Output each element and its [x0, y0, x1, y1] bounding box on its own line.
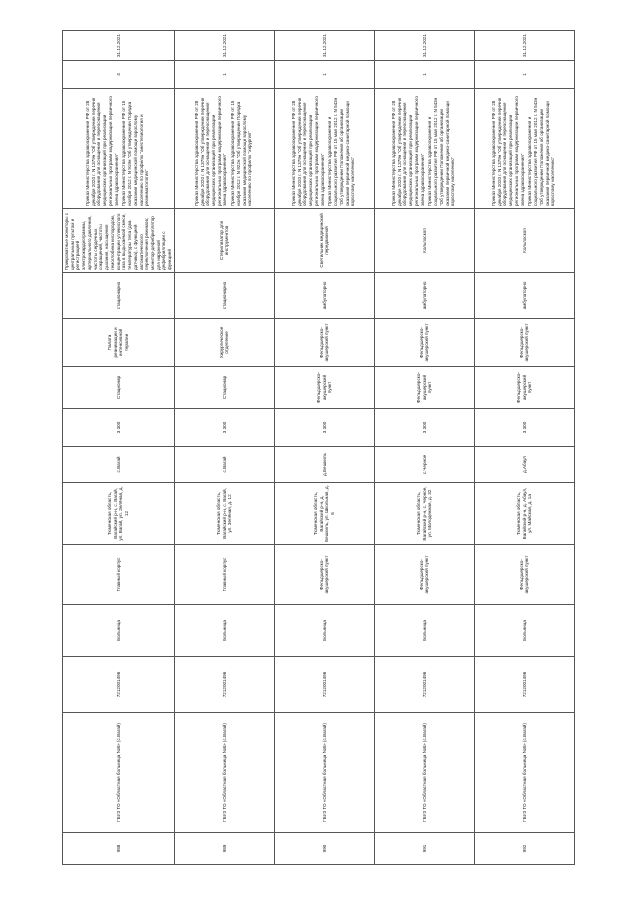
- care-condition-cell: амбулаторно: [474, 273, 574, 319]
- address-cell: Тюменская область, Вагайский р-н, д. Бешкиль, ул. Школьная, д. 6: [274, 483, 374, 545]
- equipment-register-table: [62, 30, 575, 865]
- order-line: Приказ Министерства здравоохранения РФ от 28 декабря 2020 г. N 1379н "Об утверждении перечня оборудования для оснащения и переоснащения медицинских организаций при реализации региональных программ модернизации первичного звена здравоохранения": [490, 96, 525, 206]
- order-cell: [474, 89, 574, 209]
- address-cell: Тюменская область, Вагайский р-н, с. Вагай, ул. Зелёная, д. 12: [174, 483, 274, 545]
- order-cell: [63, 89, 175, 209]
- order-cell: [374, 89, 474, 209]
- address-cell: Тюменская область, Вагайский р-н, д. Абаул, ул. Майская, д. 1а: [474, 483, 574, 545]
- rotated-table-container: [62, 31, 556, 865]
- order-line: Приказ Министерства здравоохранения и социального развития РФ от 15 мая 2012 г. N 543н "Об утверждении Положения об организации оказания первичной медико-санитарной помощи взрослому населению": [527, 97, 556, 206]
- locality-cell: с.Вагай: [63, 447, 175, 483]
- organization-name: ГБУЗ ТО «Областная больница №8» (с.Вагай): [374, 713, 474, 833]
- address-cell: Тюменская область, Вагайский р-н, с. Вагай, ул. Вагай, ул. Зелёная, д. 12: [63, 483, 175, 545]
- equipment-cell: Стерилизатор для инструментов: [174, 209, 274, 273]
- table-row: [174, 31, 274, 865]
- date-cell: 31.12.2021: [63, 31, 175, 61]
- department-cell: Фельдшерско-акушерский пункт: [474, 319, 574, 367]
- order-line: Приказ Министерства здравоохранения РФ от 28 декабря 2020 г. N 1379н "Об утверждении перечня оборудования для оснащения и переоснащения медицинских организаций при реализации региональных программ модернизации первичного звена здравоохранения": [390, 96, 425, 206]
- building-name: Главный корпус: [63, 545, 175, 605]
- date-cell: 31.12.2021: [174, 31, 274, 61]
- quantity-cell: 1: [274, 61, 374, 89]
- department-cell: Палата реанимации и интенсивной терапии: [63, 319, 175, 367]
- order-cell: [174, 89, 274, 209]
- care-type-cell: Стационар: [174, 367, 274, 409]
- order-line: Приказ Министерства здравоохранения и социального развития РФ от 15 мая 2012 г. N 543н "Об утверждении Положения об организации оказания первичной медико-санитарной помощи взрослому населению": [427, 97, 456, 206]
- department-cell: Фельдшерско-акушерский пункт: [274, 319, 374, 367]
- building-name: Главный корпус: [174, 545, 274, 605]
- order-line: Приказ Министерства здравоохранения и социального развития РФ от 15 мая 2012 г. N 543н "Об утверждении Положения об организации оказания первичной медико-санитарной помощи взрослому населению": [327, 97, 356, 206]
- population-cell: 3 300: [374, 409, 474, 447]
- population-cell: 3 300: [63, 409, 175, 447]
- row-number: 990: [274, 833, 374, 865]
- order-cell: [274, 89, 374, 209]
- equipment-cell: Кольпоскоп: [374, 209, 474, 273]
- row-number: 988: [63, 833, 175, 865]
- organization-type: Больница: [274, 605, 374, 657]
- organization-type: Больница: [474, 605, 574, 657]
- population-cell: 3 300: [174, 409, 274, 447]
- row-number: 989: [174, 833, 274, 865]
- organization-type: Больница: [63, 605, 175, 657]
- quantity-cell: 1: [174, 61, 274, 89]
- quantity-cell: 1: [374, 61, 474, 89]
- inn-cell: 7212001496: [174, 657, 274, 713]
- inn-cell: 7212001496: [474, 657, 574, 713]
- row-number: 991: [374, 833, 474, 865]
- table-row: [374, 31, 474, 865]
- inn-cell: 7212001496: [374, 657, 474, 713]
- order-line: Приказ Министерства здравоохранения РФ от 15 ноября 2012 г. N 922н "Об утверждении Порядка оказания медицинской помощи взрослому населению по профилю "хирургия": [230, 100, 253, 206]
- building-name: Фельдшерско-акушерский пункт: [374, 545, 474, 605]
- inn-cell: 7212001496: [63, 657, 175, 713]
- locality-cell: с.Черное: [374, 447, 474, 483]
- date-cell: 31.12.2021: [374, 31, 474, 61]
- table-body: [63, 31, 575, 865]
- building-name: Фельдшерско-акушерский пункт: [274, 545, 374, 605]
- organization-name: ГБУЗ ТО «Областная больница №8» (с.Вагай): [274, 713, 374, 833]
- order-line: Приказ Министерства здравоохранения РФ от 28 декабря 2020 г. N 1379н "Об утверждении перечня оборудования для оснащения и переоснащения медицинских организаций при реализации региональных программ модернизации первичного звена здравоохранения": [193, 96, 228, 206]
- table-row: [63, 31, 175, 865]
- care-type-cell: Стационар: [63, 367, 175, 409]
- quantity-cell: 1: [474, 61, 574, 89]
- locality-cell: д.Абаул: [474, 447, 574, 483]
- locality-cell: с.Вагай: [174, 447, 274, 483]
- care-type-cell: Фельдшерско-акушерский пункт: [374, 367, 474, 409]
- order-line: Приказ Министерства здравоохранения РФ от 15 ноября 2012 г. N 919н "Об утверждении Порядка оказания медицинской помощи взрослому населению по профилю "анестезиология и реаниматология": [121, 100, 150, 206]
- care-type-cell: Фельдшерско-акушерский пункт: [274, 367, 374, 409]
- quantity-cell: 4: [63, 61, 175, 89]
- inn-cell: 7212001496: [274, 657, 374, 713]
- locality-cell: д.Бешкиль: [274, 447, 374, 483]
- population-cell: 3 300: [274, 409, 374, 447]
- order-line: Приказ Министерства здравоохранения РФ от 28 декабря 2020 г. N 1379н "Об утверждении перечня оборудования для оснащения и переоснащения медицинских организаций при реализации региональных программ модернизации первичного звена здравоохранения": [84, 96, 119, 206]
- equipment-cell: Светильник медицинский передвижной: [274, 209, 374, 273]
- date-cell: 31.12.2021: [274, 31, 374, 61]
- date-cell: 31.12.2021: [474, 31, 574, 61]
- organization-type: Больница: [374, 605, 474, 657]
- equipment-cell: Прикроватные мониторы с центральным пультом и регистрацией электрокардиограммы, артериального давления, частоты сердечных сокращений, частоты дыхания, насыщения гемоглобина кислородом, концентрации углекислого газа в выдыхаемой смеси, температуры тела (два датчика), с функцией автоматического переключения режимов; монитор-дефибриллятор для наружной дефибрилляции с функцией: [63, 209, 175, 273]
- organization-type: Больница: [174, 605, 274, 657]
- table-row: [274, 31, 374, 865]
- care-type-cell: Фельдшерско-акушерский пункт: [474, 367, 574, 409]
- care-condition-cell: стационарно: [63, 273, 175, 319]
- equipment-cell: Кольпоскоп: [474, 209, 574, 273]
- building-name: Фельдшерско-акушерский пункт: [474, 545, 574, 605]
- care-condition-cell: амбулаторно: [374, 273, 474, 319]
- care-condition-cell: амбулаторно: [274, 273, 374, 319]
- population-cell: 3 300: [474, 409, 574, 447]
- row-number: 992: [474, 833, 574, 865]
- organization-name: ГБУЗ ТО «Областная больница №8» (с.Вагай): [474, 713, 574, 833]
- order-line: Приказ Министерства здравоохранения РФ от 28 декабря 2020 г. N 1379н "Об утверждении перечня оборудования для оснащения и переоснащения медицинских организаций при реализации региональных программ модернизации первичного звена здравоохранения": [290, 96, 325, 206]
- organization-name: ГБУЗ ТО «Областная больница №8» (с.Вагай): [63, 713, 175, 833]
- department-cell: Хирургическое отделение: [174, 319, 274, 367]
- address-cell: Тюменская область, Вагайский р-н, с. Черное, ул. Молодежная, д. 32: [374, 483, 474, 545]
- table-row: [474, 31, 574, 865]
- care-condition-cell: стационарно: [174, 273, 274, 319]
- department-cell: Фельдшерско-акушерский пункт: [374, 319, 474, 367]
- organization-name: ГБУЗ ТО «Областная больница №8» (с.Вагай): [174, 713, 274, 833]
